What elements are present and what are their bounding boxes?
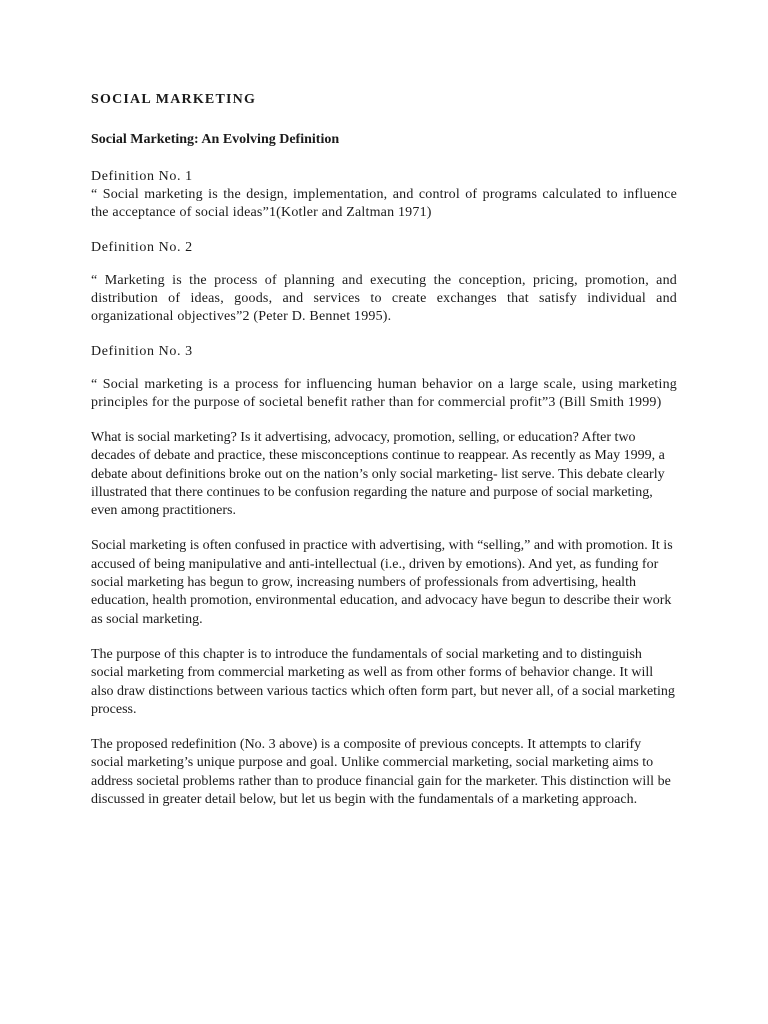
document-title: SOCIAL MARKETING <box>91 92 257 107</box>
body-paragraph: What is social marketing? Is it advertising, advocacy, promotion, selling, or education? After two decades of debate and practice, these misconceptions continue to reappear. As recently as May 1999, a debate about definitions broke out on the nation’s only social marketing- list serve. This debate clearly illustrated that there continues to be confusion regarding the nature and purpose of social marketing, even among practitioners. <box>91 430 665 519</box>
definition-label: Definition No. 3 <box>91 344 193 359</box>
body-paragraph: The proposed redefinition (No. 3 above) is a composite of previous concepts. It attempts to clarify social marketing’s unique purpose and goal. Unlike commercial marketing, social marketing aims to address societal problems rather than to produce financial gain for the marketer. This distinction will be discussed in greater detail below, but let us begin with the fundamentals of a marketing approach. <box>91 737 671 808</box>
definition-text: “ Social marketing is a process for influencing human behavior on a large scale, using marketing principles for the purpose of societal benefit rather than for commercial profit”3 (Bill Smith 1999) <box>91 377 677 410</box>
definition-label: Definition No. 1 <box>91 169 193 184</box>
definition-1 <box>91 168 677 222</box>
definition-label: Definition No. 2 <box>91 240 193 255</box>
body-paragraph: Social marketing is often confused in practice with advertising, with “selling,” and with promotion. It is accused of being manipulative and anti-intellectual (i.e., driven by emotions). And yet, as funding for social marketing has begun to grow, increasing numbers of professionals from advertising, health education, health promotion, environmental education, and advocacy have begun to describe their work as social marketing. <box>91 538 673 627</box>
definition-2 <box>91 239 677 326</box>
definition-3 <box>91 343 677 412</box>
body-paragraph: The purpose of this chapter is to introduce the fundamentals of social marketing and to distinguish social marketing from commercial marketing as well as from other forms of behavior change. It will also draw distinctions between various tactics which often form part, but never all, of a social marketing process. <box>91 646 675 717</box>
definition-text: “ Marketing is the process of planning and executing the conception, pricing, promotion, and distribution of ideas, goods, and services to create exchanges that satisfy individual and organizational objectives”2 (Peter D. Bennet 1995). <box>91 273 677 324</box>
document-page <box>91 90 677 826</box>
document-subtitle: Social Marketing: An Evolving Definition <box>91 132 340 147</box>
definition-text: “ Social marketing is the design, implementation, and control of programs calculated to influence the acceptance of social ideas”1(Kotler and Zaltman 1971) <box>91 187 677 220</box>
